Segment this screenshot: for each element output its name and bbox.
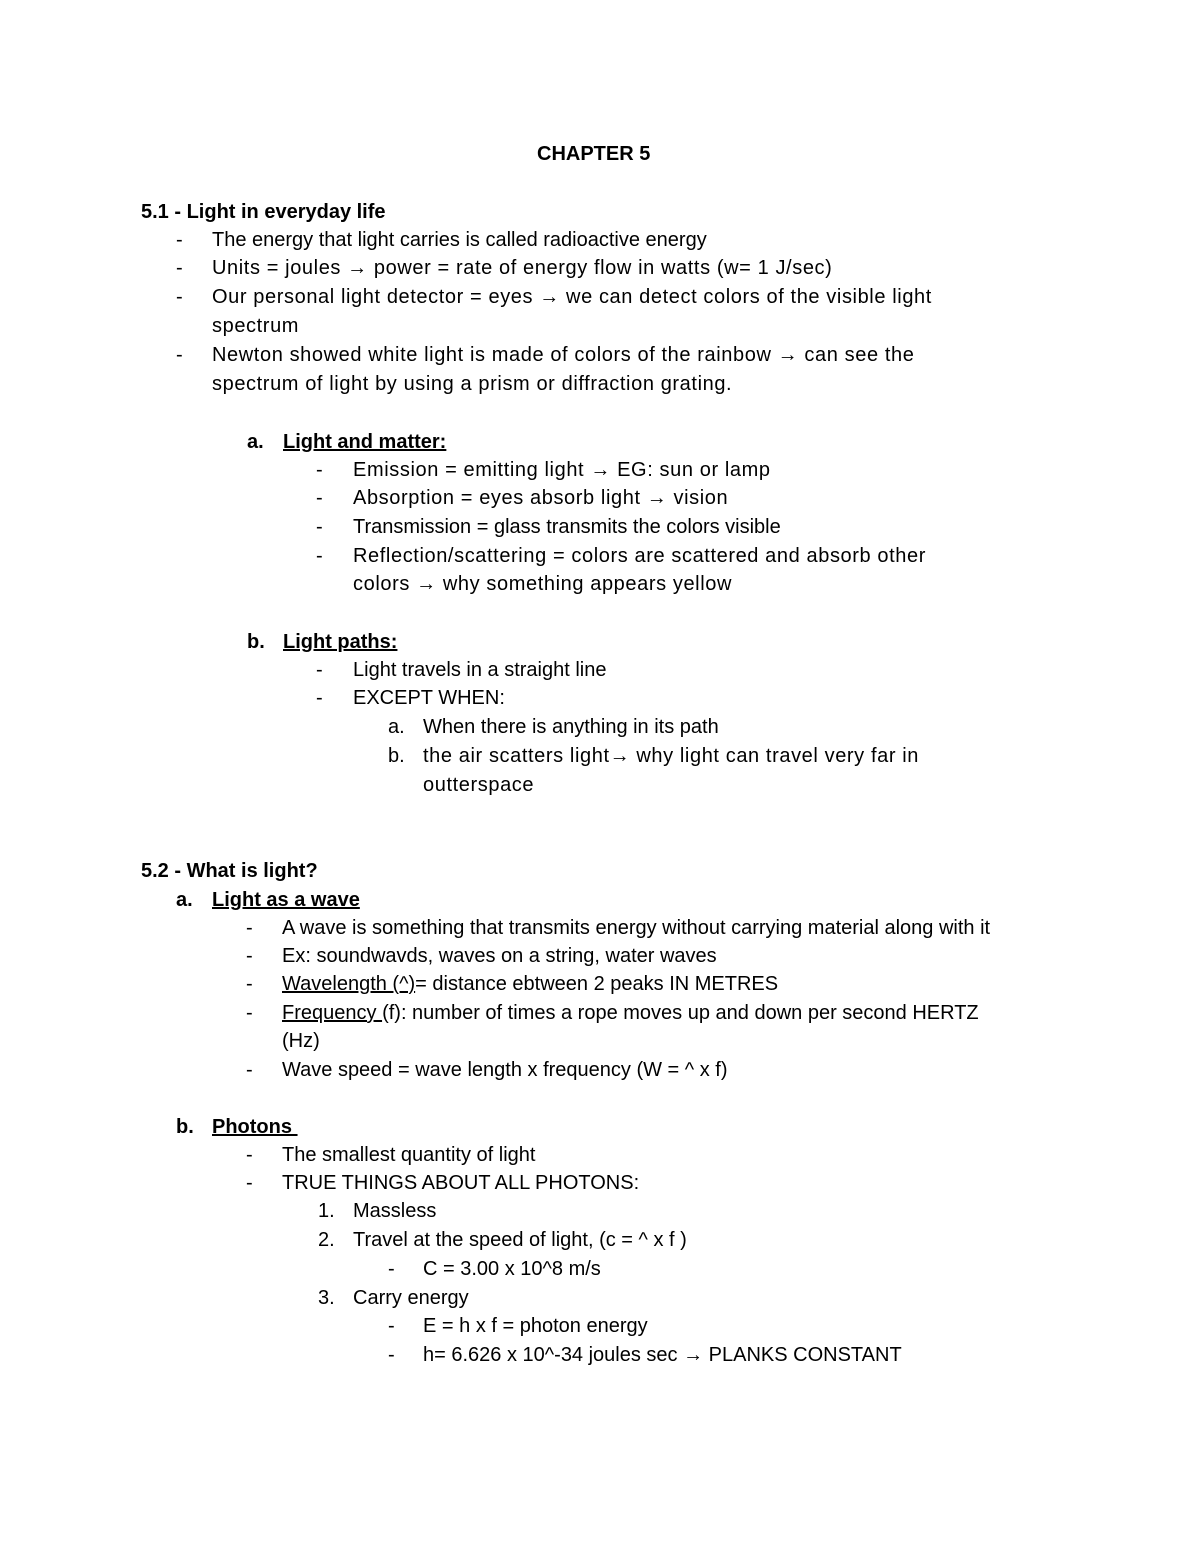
bullet-text-continued: (Hz) xyxy=(282,1030,320,1052)
bullet-dash: - xyxy=(246,917,253,939)
bullet-text: EXCEPT WHEN: xyxy=(353,687,505,709)
numbered-marker: 2. xyxy=(318,1229,335,1251)
bullet-text: h= 6.626 x 10^-34 joules sec → PLANKS CONSTANT xyxy=(423,1344,902,1366)
chapter-title: CHAPTER 5 xyxy=(537,143,651,165)
bullet-text: E = h x f = photon energy xyxy=(423,1315,648,1337)
list-item-text: the air scatters light→ why light can travel very far in xyxy=(423,745,920,767)
subsection-heading-photons: Photons xyxy=(212,1116,298,1138)
bullet-dash: - xyxy=(316,459,323,481)
bullet-text: A wave is something that transmits energy without carrying material along with it xyxy=(282,917,991,939)
bullet-dash: - xyxy=(176,229,183,251)
bullet-text: Units = joules → power = rate of energy flow in watts (w= 1 J/sec) xyxy=(212,257,833,279)
bullet-text: Emission = emitting light → EG: sun or lamp xyxy=(353,459,771,481)
numbered-marker: 1. xyxy=(318,1200,335,1222)
bullet-text: Ex: soundwavds, waves on a string, water waves xyxy=(282,945,717,967)
numbered-item-text: Massless xyxy=(353,1200,437,1222)
bullet-dash: - xyxy=(246,1002,253,1024)
bullet-text: Newton showed white light is made of colors of the rainbow → can see the xyxy=(212,344,915,366)
bullet-dash: - xyxy=(316,687,323,709)
bullet-dash: - xyxy=(316,516,323,538)
bullet-dash: - xyxy=(176,286,183,308)
bullet-dash: - xyxy=(316,545,323,567)
bullet-text-wavelength xyxy=(282,970,778,998)
section-heading-5-2: 5.2 - What is light? xyxy=(141,860,318,882)
bullet-text: C = 3.00 x 10^8 m/s xyxy=(423,1258,601,1280)
bullet-text-continued: spectrum xyxy=(212,315,300,337)
bullet-text: Transmission = glass transmits the colors visible xyxy=(353,516,781,538)
bullet-dash: - xyxy=(176,257,183,279)
bullet-dash: - xyxy=(316,487,323,509)
list-marker: a. xyxy=(388,716,405,738)
bullet-text: Wave speed = wave length x frequency (W = ^ x f) xyxy=(282,1059,728,1081)
subsection-marker: a. xyxy=(247,431,264,453)
wavelength-definition: = distance ebtween 2 peaks IN METRES xyxy=(415,973,779,995)
bullet-dash: - xyxy=(388,1315,395,1337)
bullet-text: Reflection/scattering = colors are scattered and absorb other xyxy=(353,545,927,567)
section-heading-5-1: 5.1 - Light in everyday life xyxy=(141,201,386,223)
numbered-item-text: Travel at the speed of light, (c = ^ x f ) xyxy=(353,1229,687,1251)
bullet-dash: - xyxy=(176,344,183,366)
bullet-text: Absorption = eyes absorb light → vision xyxy=(353,487,729,509)
subsection-heading-light-as-a-wave: Light as a wave xyxy=(212,889,360,911)
subsection-heading-light-and-matter: Light and matter: xyxy=(283,431,447,453)
bullet-dash: - xyxy=(388,1344,395,1366)
list-item-text-continued: outterspace xyxy=(423,774,535,796)
bullet-text-continued: spectrum of light by using a prism or diffraction grating. xyxy=(212,373,733,395)
bullet-text-continued: colors → why something appears yellow xyxy=(353,573,733,595)
bullet-dash: - xyxy=(246,973,253,995)
subsection-marker: b. xyxy=(176,1116,194,1138)
subsection-marker: b. xyxy=(247,631,265,653)
bullet-dash: - xyxy=(246,945,253,967)
bullet-text-frequency xyxy=(282,999,979,1027)
list-item-text: When there is anything in its path xyxy=(423,716,719,738)
subsection-marker: a. xyxy=(176,889,193,911)
bullet-text: Light travels in a straight line xyxy=(353,659,607,681)
bullet-dash: - xyxy=(388,1258,395,1280)
bullet-dash: - xyxy=(246,1172,253,1194)
wavelength-term: Wavelength (^) xyxy=(282,973,416,995)
bullet-dash: - xyxy=(246,1144,253,1166)
frequency-definition: (f): number of times a rope moves up and down per second HERTZ xyxy=(382,1002,979,1024)
bullet-text: Our personal light detector = eyes → we can detect colors of the visible light xyxy=(212,286,932,308)
bullet-text: The energy that light carries is called radioactive energy xyxy=(212,229,707,251)
bullet-dash: - xyxy=(246,1059,253,1081)
bullet-dash: - xyxy=(316,659,323,681)
numbered-item-text: Carry energy xyxy=(353,1287,469,1309)
list-marker: b. xyxy=(388,745,405,767)
numbered-marker: 3. xyxy=(318,1287,335,1309)
bullet-text: The smallest quantity of light xyxy=(282,1144,536,1166)
frequency-term: Frequency xyxy=(282,1002,383,1024)
bullet-text: TRUE THINGS ABOUT ALL PHOTONS: xyxy=(282,1172,640,1194)
subsection-heading-light-paths: Light paths: xyxy=(283,631,398,653)
